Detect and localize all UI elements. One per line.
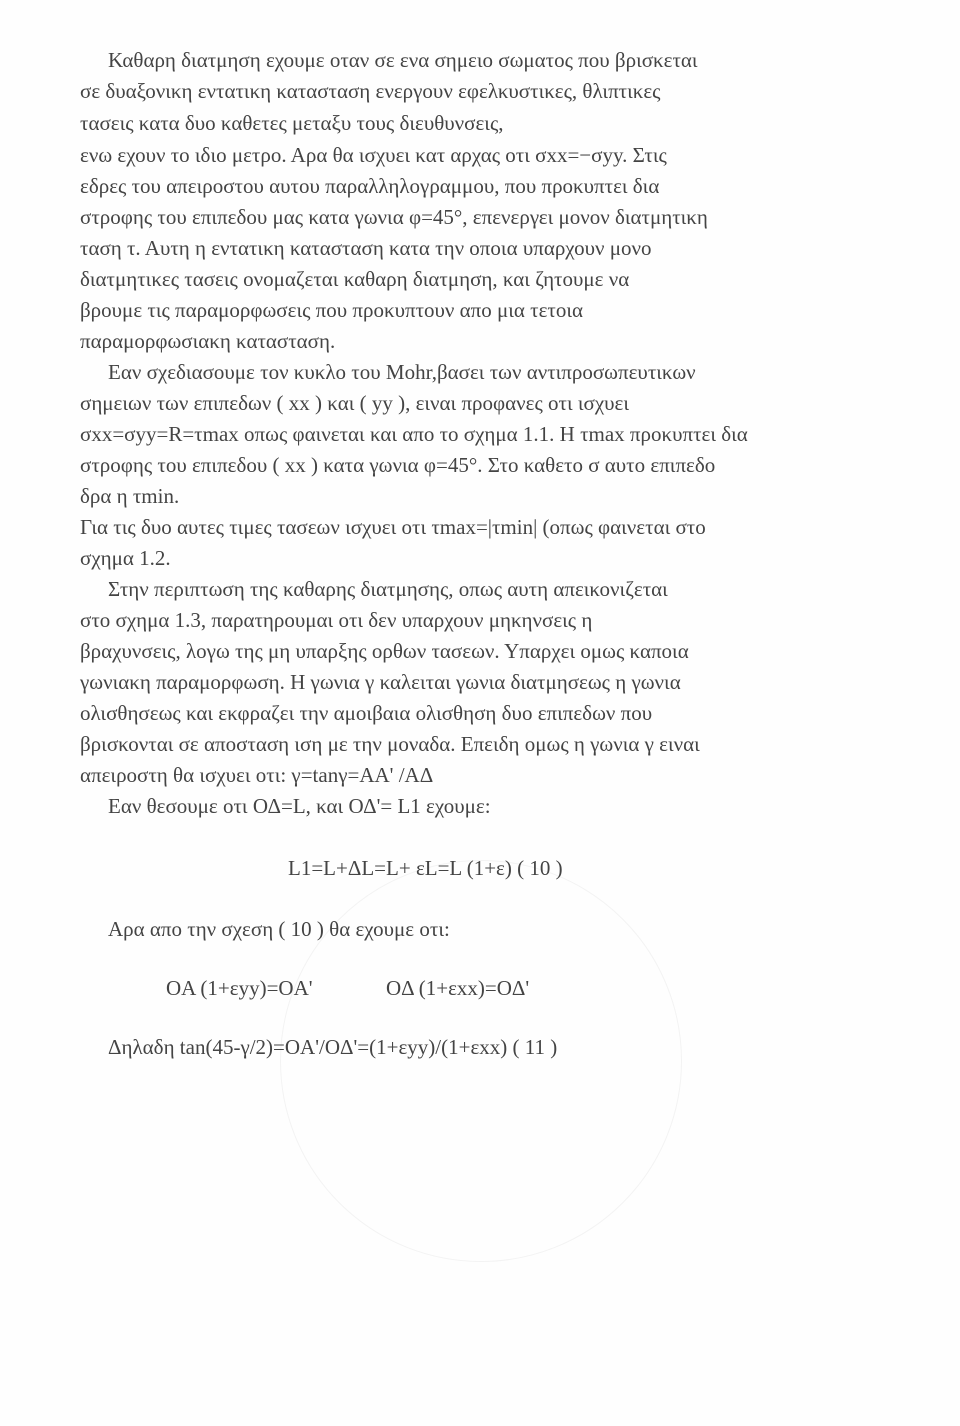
text-line: δρα η τmin. bbox=[80, 484, 180, 508]
text-line: σε δυαξονικη εντατικη κατασταση ενεργουν εφελκυστικες, θλιπτικες bbox=[80, 79, 661, 103]
text-line: Εαν θεσουμε οτι ΟΔ=L, και ΟΔ'= L1 εχουμε: bbox=[108, 794, 491, 818]
text-line: στο σχημα 1.3, παρατηρουμαι οτι δεν υπαρχουν μηκηνσεις η bbox=[80, 608, 593, 632]
text-line: Καθαρη διατμηση εχουμε οταν σε ενα σημειο σωματος που βρισκεται bbox=[108, 48, 698, 72]
text-line: βρισκονται σε αποσταση ιση με την μοναδα. Επειδη ομως η γωνια γ ειναι bbox=[80, 732, 700, 756]
text-line: σxx=σyy=R=τmax οπως φαινεται και απο το σχημα 1.1. Η τmax προκυπτει δια bbox=[80, 422, 748, 446]
text-line: διατμητικες τασεις ονομαζεται καθαρη διατμηση, και ζητουμε να bbox=[80, 267, 630, 291]
text-line: βρουμε τις παραμορφωσεις που προκυπτουν απο μια τετοια bbox=[80, 298, 584, 322]
text-line: Για τις δυο αυτες τιμες τασεων ισχυει οτι τmax=|τmin| (οπως φαινεται στο bbox=[80, 515, 706, 539]
text-line: εδρες του απειροστου αυτου παραλληλογραμμου, που προκυπτει δια bbox=[80, 174, 660, 198]
text-line: βραχυνσεις, λογω της μη υπαρξης ορθων τασεων. Υπαρχει ομως καποια bbox=[80, 639, 689, 663]
text-line: Εαν σχεδιασουμε τον κυκλο του Mohr,βασει των αντιπροσωπευτικων bbox=[108, 360, 696, 384]
equation-od: OΔ (1+εxx)=OΔ' bbox=[386, 976, 530, 1000]
text-line: σχημα 1.2. bbox=[80, 546, 171, 570]
text-line: γωνιακη παραμορφωση. Η γωνια γ καλειται γωνια διατμησεως η γωνια bbox=[80, 670, 681, 694]
text-line: στροφης του επιπεδου μας κατα γωνια φ=45°, επενεργει μονον διατμητικη bbox=[80, 205, 708, 229]
equation-11: Δηλαδη tan(45-γ/2)=OA'/OΔ'=(1+εyy)/(1+εxx) ( 11 ) bbox=[108, 1035, 558, 1059]
text-line: Στην περιπτωση της καθαρης διατμησης, οπως αυτη απεικονιζεται bbox=[108, 577, 668, 601]
text-line: ενω εχουν το ιδιο μετρο. Αρα θα ισχυει κατ αρχας οτι σxx=−σyy. Στις bbox=[80, 143, 667, 167]
text-line: απειροστη θα ισχυει οτι: γ=tanγ=AA' /AΔ bbox=[80, 763, 434, 787]
text-line: σημειων των επιπεδων ( xx ) και ( yy ), ειναι προφανες οτι ισχυει bbox=[80, 391, 630, 415]
text-line: ολισθησεως και εκφραζει την αμοιβαια ολισθηση δυο επιπεδων που bbox=[80, 701, 653, 725]
text-line: τασεις κατα δυο καθετες μεταξυ τους διευθυνσεις, bbox=[80, 111, 504, 135]
text-line: στροφης του επιπεδου ( xx ) κατα γωνια φ=45°. Στο καθετο σ αυτο επιπεδο bbox=[80, 453, 716, 477]
text-line: ταση τ. Αυτη η εντατικη κατασταση κατα την οποια υπαρχουν μονο bbox=[80, 236, 652, 260]
text-line: παραμορφωσιακη κατασταση. bbox=[80, 329, 336, 353]
equation-10: L1=L+ΔL=L+ εL=L (1+ε) ( 10 ) bbox=[288, 856, 563, 880]
text-line: Αρα απο την σχεση ( 10 ) θα εχουμε οτι: bbox=[108, 917, 450, 941]
equation-oa: OA (1+εyy)=OA' bbox=[166, 976, 313, 1000]
